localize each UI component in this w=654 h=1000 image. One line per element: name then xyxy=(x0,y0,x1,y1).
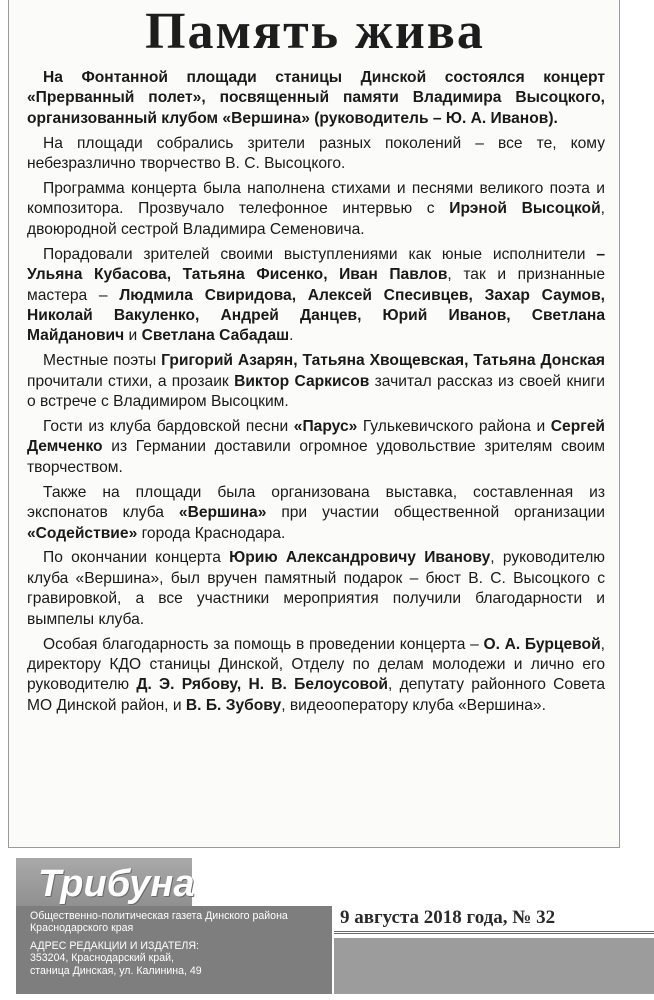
text-run: , двоюродной сестрой Владимира Семеновича. xyxy=(27,200,605,238)
text-run: , видеооператору клуба «Вершина». xyxy=(281,696,546,714)
text-run: . xyxy=(289,327,294,345)
text-run: и xyxy=(124,327,142,345)
text-run: из Германии доставили огромное удовольствие зрителям своим творчеством. xyxy=(27,438,605,476)
bold-text: В. Б. Зубову xyxy=(185,696,282,714)
bold-text: Виктор Саркисов xyxy=(234,372,370,390)
text-run: , руководителю клуба «Вершина», был вручен памятный подарок – бюст В. С. Высоцкого с гравировкой, а все участники мероприятия получили благодарности и вымпелы клуба. xyxy=(27,549,605,628)
text-run: Также на площади была организована выставка, составленная из экспонатов клуба xyxy=(27,483,605,522)
newspaper-logo-text: Трибуна xyxy=(38,863,195,905)
newspaper-logo xyxy=(16,858,195,910)
address-line: станица Динская, ул. Калинина, 49 xyxy=(30,964,202,977)
article-paragraph xyxy=(27,245,605,347)
bold-text: «Вершина» xyxy=(178,504,267,522)
article-paragraph xyxy=(27,548,605,630)
bold-text: Юрию Александровичу Иванову xyxy=(229,549,491,567)
article-paragraph xyxy=(27,417,605,478)
article-body xyxy=(27,68,605,721)
bold-text: На Фонтанной площади станицы Динской состоялся концерт «Прерванный полет», посвященный памяти Владимира Высоцкого, организованный клубом «Вершина» (руководитель – Ю. А. Иванов). xyxy=(27,69,605,127)
text-run: Особая благодарность за помощь в проведении концерта – xyxy=(43,635,484,653)
article-paragraph xyxy=(27,351,605,412)
bold-text: «Содействие» xyxy=(27,524,138,542)
text-run: при участии общественной организации xyxy=(266,504,605,522)
article-title: Память жива xyxy=(145,3,485,60)
article-paragraph xyxy=(27,179,605,240)
newspaper-clipping xyxy=(8,0,620,848)
text-run: прочитали стихи, а прозаик xyxy=(27,372,235,390)
bold-text: Людмила Свиридова, Алексей Спесивцев, Захар Саумов, Николай Вакуленко, Андрей Данцев, Юрий Иванов, Светлана Майданович xyxy=(27,286,605,345)
newspaper-footer xyxy=(0,850,654,1000)
text-run: , депутату районного Совета МО Динской район, и xyxy=(27,676,605,714)
text-run: Порадовали зрителей своими выступлениями как юные исполнители xyxy=(43,245,597,263)
decorative-band xyxy=(334,938,654,994)
issue-date: 9 августа 2018 года, № 32 xyxy=(340,907,556,928)
text-run: Местные поэты xyxy=(43,352,162,370)
text-run: Гулькевичского района и xyxy=(357,418,551,435)
article-lead xyxy=(27,68,605,129)
bold-text: Светлана Сабадаш xyxy=(141,327,290,345)
bold-text: Сергей Демченко xyxy=(27,418,606,456)
newspaper-description: Общественно-политическая газета Динского района Краснодарского края xyxy=(30,910,288,935)
text-run: , директору КДО станицы Динской, Отделу по делам молодежи и лично его руководителю xyxy=(27,635,606,694)
bold-text: «Парус» xyxy=(293,418,358,435)
article-paragraph xyxy=(27,483,605,544)
text-run: Программа концерта была наполнена стихами и песнями великого поэта и композитора. Прозвучало телефонное интервью с xyxy=(27,180,605,218)
bold-text: – Ульяна Кубасова, Татьяна Фисенко, Иван Павлов xyxy=(27,245,605,284)
issue-date-block xyxy=(334,904,654,934)
bold-text: О. А. Бурцевой xyxy=(483,635,601,653)
bold-text: Григорий Азарян, Татьяна Хвощевская, Татьяна Донская xyxy=(161,352,605,370)
text-run: По окончании концерта xyxy=(43,549,230,567)
publisher-info xyxy=(16,906,332,994)
bold-text: Д. Э. Рябову, Н. В. Белоусовой xyxy=(136,676,389,694)
text-run: города Краснодара. xyxy=(137,524,286,542)
text-run: зачитал рассказ из своей книги о встрече с Владимиром Высоцким. xyxy=(27,372,605,411)
address-line: 353204, Краснодарский край, xyxy=(30,952,174,965)
text-run: На площади собрались зрители разных поколений – все те, кому небезразлично творчество В. С. Высоцкого. xyxy=(27,134,605,173)
article-paragraph xyxy=(27,134,605,175)
bold-text: Ирэной Высоцкой xyxy=(449,200,601,218)
text-run: Гости из клуба бардовской песни xyxy=(43,418,294,435)
address-line: АДРЕС РЕДАКЦИИ И ИЗДАТЕЛЯ: xyxy=(30,940,199,952)
article-paragraph xyxy=(27,635,605,717)
text-run: , так и признанные мастера – xyxy=(27,266,605,304)
publisher-address xyxy=(30,940,326,977)
